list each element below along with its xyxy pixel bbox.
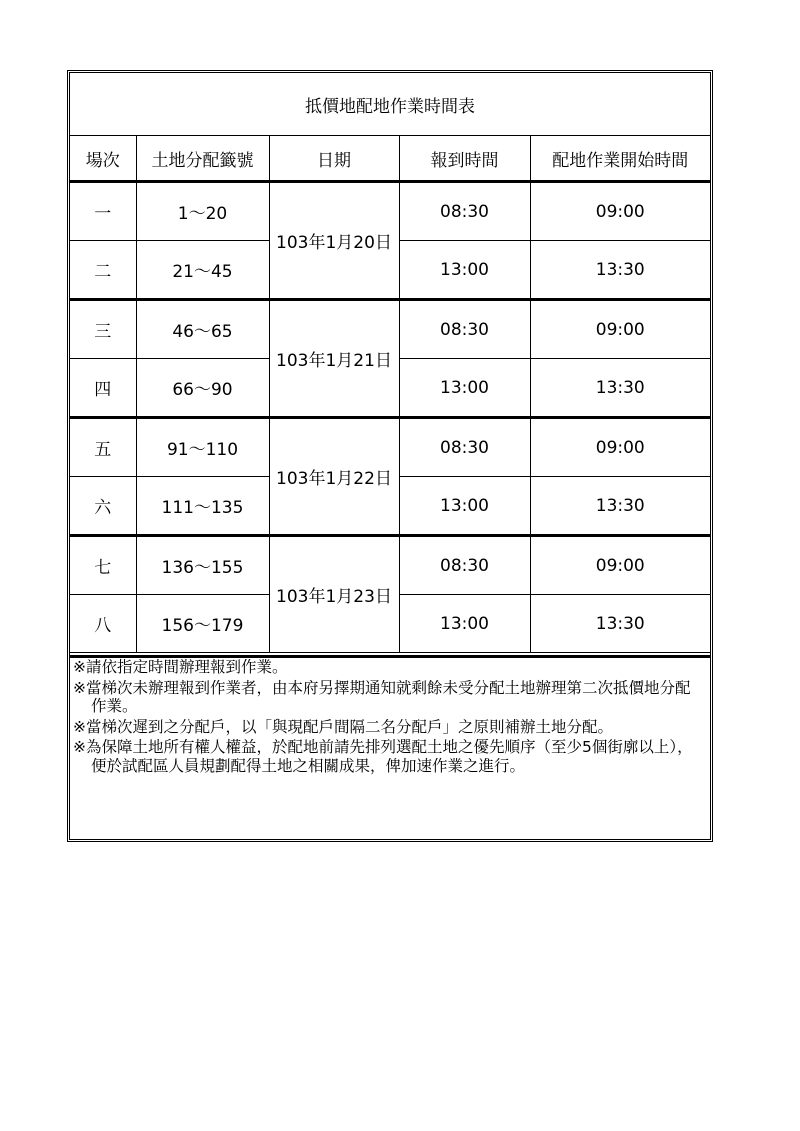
checkin-cell: 13:00: [399, 241, 530, 300]
notes-section: [73, 658, 703, 777]
lot-number-cell: 21～45: [136, 241, 269, 300]
start-cell: 13:30: [530, 477, 710, 536]
session-cell: 八: [70, 595, 136, 653]
session-cell: 三: [70, 300, 136, 359]
checkin-cell: 13:00: [399, 359, 530, 418]
note-item: ※請依指定時間辦理報到作業。: [73, 658, 288, 676]
date-cell: 103年1月21日: [269, 300, 399, 418]
lot-number-cell: 1～20: [136, 182, 269, 241]
session-cell: 一: [70, 182, 136, 241]
schedule-frame: [67, 70, 713, 842]
checkin-cell: 13:00: [399, 595, 530, 653]
start-cell: 09:00: [530, 418, 710, 477]
start-cell: 09:00: [530, 536, 710, 595]
date-cell: 103年1月22日: [269, 418, 399, 536]
date-cell: 103年1月23日: [269, 536, 399, 653]
session-cell: 五: [70, 418, 136, 477]
checkin-cell: 13:00: [399, 477, 530, 536]
table-row: [70, 418, 710, 477]
header-session: 場次: [70, 136, 136, 182]
start-cell: 13:30: [530, 359, 710, 418]
session-cell: 六: [70, 477, 136, 536]
start-cell: 09:00: [530, 300, 710, 359]
table-row: [70, 182, 710, 241]
lot-number-cell: 91～110: [136, 418, 269, 477]
header-date: 日期: [269, 136, 399, 182]
lot-number-cell: 66～90: [136, 359, 269, 418]
note-item: ※為保障土地所有權人權益，於配地前請先排列選配土地之優先順序（至少5個街廓以上），便於試配區人員規劃配得土地之相關成果，俾加速作業之進行。: [73, 738, 693, 775]
start-cell: 13:30: [530, 241, 710, 300]
page-title: 抵價地配地作業時間表: [305, 96, 475, 117]
schedule-table: [70, 135, 710, 653]
table-header-row: [70, 136, 710, 182]
lot-number-cell: 111～135: [136, 477, 269, 536]
start-cell: 13:30: [530, 595, 710, 653]
session-cell: 七: [70, 536, 136, 595]
lot-number-cell: 46～65: [136, 300, 269, 359]
checkin-cell: 08:30: [399, 418, 530, 477]
checkin-cell: 08:30: [399, 182, 530, 241]
header-start-time: 配地作業開始時間: [530, 136, 710, 182]
header-lot-number: 土地分配籤號: [136, 136, 269, 182]
checkin-cell: 08:30: [399, 300, 530, 359]
note-item: ※當梯次遲到之分配戶，以「與現配戶間隔二名分配戶」之原則補辦土地分配。: [73, 717, 613, 736]
table-row: [70, 536, 710, 595]
date-cell: 103年1月20日: [269, 182, 399, 300]
header-checkin-time: 報到時間: [399, 136, 530, 182]
checkin-cell: 08:30: [399, 536, 530, 595]
start-cell: 09:00: [530, 182, 710, 241]
session-cell: 二: [70, 241, 136, 300]
lot-number-cell: 136～155: [136, 536, 269, 595]
lot-number-cell: 156～179: [136, 595, 269, 653]
table-row: [70, 300, 710, 359]
session-cell: 四: [70, 359, 136, 418]
note-item: ※當梯次未辦理報到作業者，由本府另擇期通知就剩餘未受分配土地辦理第二次抵價地分配作業。: [73, 678, 691, 715]
